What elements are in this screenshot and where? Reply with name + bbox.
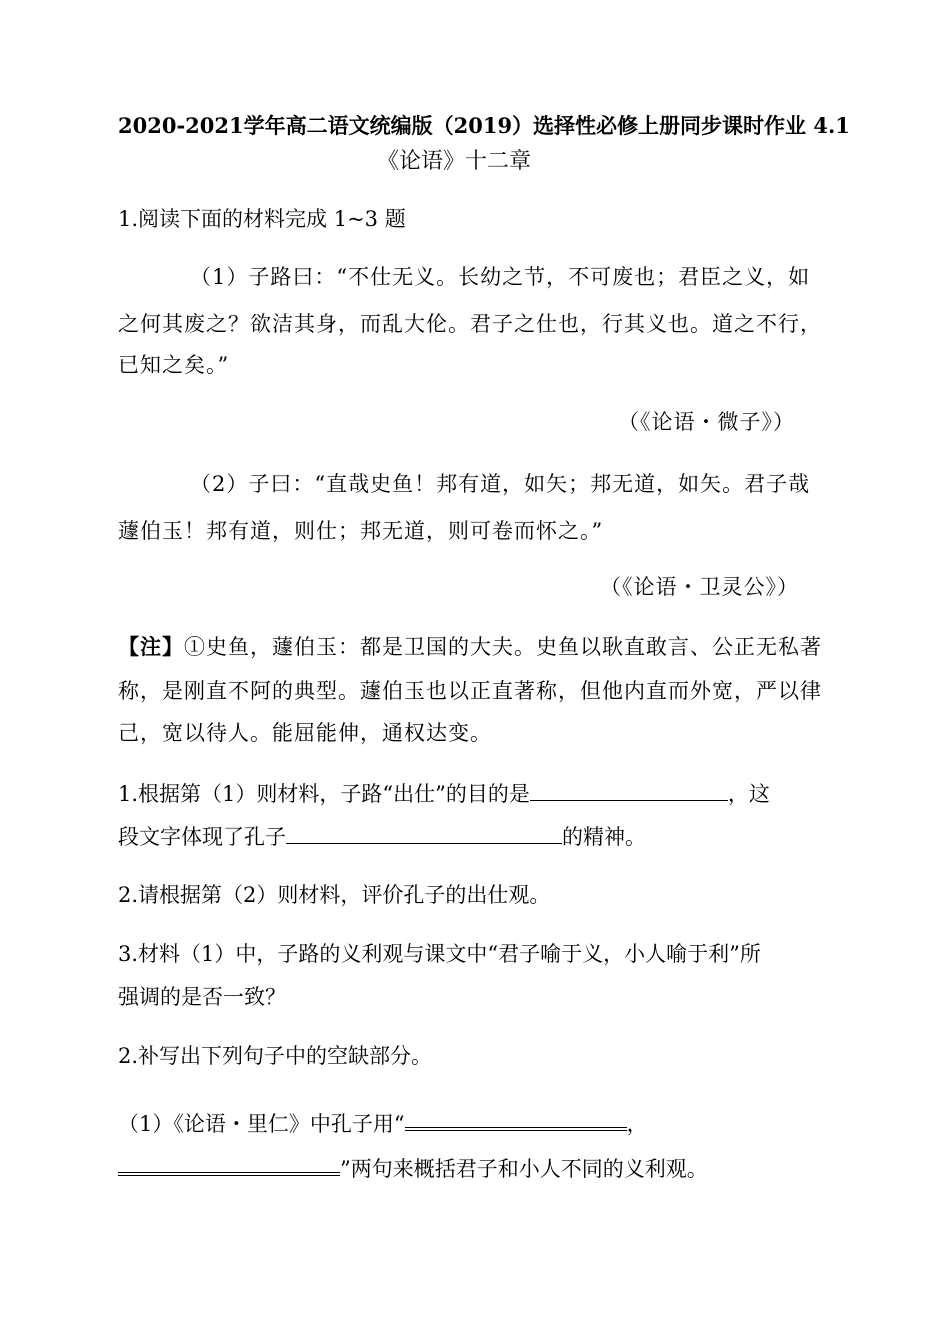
question3-line1: 3.材料（1）中，子路的义利观与课文中“君子喻于义，小人喻于利”所: [118, 942, 761, 966]
fill-item1-text-b: ，: [626, 1112, 648, 1136]
question1-text-c: 段文字体现了孔子: [118, 825, 286, 849]
section1-heading: 1.阅读下面的材料完成 1~3 题: [118, 207, 406, 231]
document-title-line1: 2020-2021学年高二语文统编版（2019）选择性必修上册同步课时作业 4.1: [118, 113, 850, 138]
question1-text-d: 的精神。: [562, 825, 646, 849]
passage1-line3: 已知之矣。”: [118, 353, 230, 377]
passage1-line1: （1）子路曰：“不仕无义。长幼之节，不可废也；君臣之义，如: [190, 265, 811, 289]
note-line1: [118, 632, 822, 662]
fill-item1-line2: [118, 1148, 708, 1184]
source-citation-1: （《论语・微子》）: [618, 410, 795, 434]
fill-blank-1[interactable]: [405, 1103, 627, 1131]
question3-line2: 强调的是否一致？: [118, 985, 286, 1009]
question1-line2: [118, 821, 646, 852]
answer-blank-1[interactable]: [530, 778, 728, 801]
passage2-line1: （2）子曰：“直哉史鱼！邦有道，如矢；邦无道，如矢。君子哉: [190, 472, 811, 496]
document-title-line2: 《论语》十二章: [377, 149, 532, 174]
fill-item1-text-a: （1）《论语・里仁》中孔子用“: [118, 1112, 405, 1136]
note-line3: 己，宽以待人。能屈能伸，通权达变。: [118, 721, 492, 745]
question1-text-b: ，这: [727, 782, 770, 806]
source-citation-2: （《论语・卫灵公》）: [600, 575, 799, 599]
question1-text-a: 1.根据第（1）则材料，子路“出仕”的目的是: [118, 782, 530, 806]
question2: 2.请根据第（2）则材料，评价孔子的出仕观。: [118, 883, 551, 907]
note-label: 【注】: [118, 634, 184, 659]
passage2-line2: 蘧伯玉！邦有道，则仕；邦无道，则可卷而怀之。”: [118, 519, 604, 543]
passage1-line2: 之何其废之？欲洁其身，而乱大伦。君子之仕也，行其义也。道之不行，: [118, 312, 822, 336]
section2-heading: 2.补写出下列句子中的空缺部分。: [118, 1044, 433, 1068]
fill-blank-2[interactable]: [118, 1148, 340, 1176]
note-line2: 称，是刚直不阿的典型。蘧伯玉也以正直著称，但他内直而外宽，严以律: [118, 679, 822, 703]
fill-item1-line1: [118, 1103, 648, 1139]
question1-line1: [118, 778, 770, 809]
fill-item1-text-c: ”两句来概括君子和小人不同的义利观。: [340, 1157, 708, 1181]
note-text-1: ①史鱼，蘧伯玉：都是卫国的大夫。史鱼以耿直敢言、公正无私著: [184, 635, 822, 659]
answer-blank-2[interactable]: [286, 821, 562, 844]
